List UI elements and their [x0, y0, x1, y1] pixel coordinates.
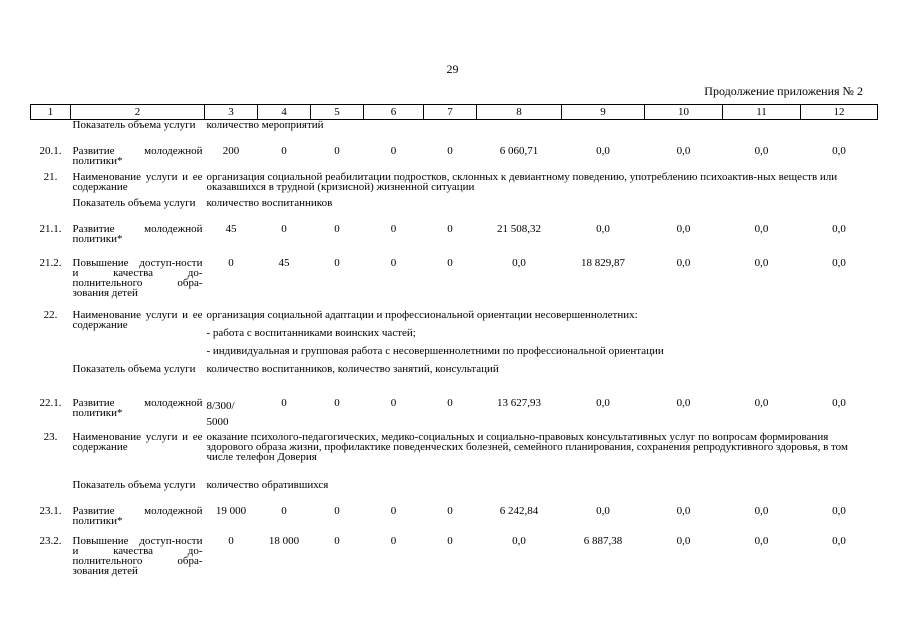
value-cell: 6 242,84	[499, 504, 539, 517]
service-description	[205, 432, 878, 480]
value-cell: 0	[334, 534, 340, 547]
row-name: Наименование услуги и ее содержание	[72, 308, 203, 331]
value-cell: 0	[390, 256, 397, 269]
appendix-continuation-label: Продолжение приложения № 2	[704, 84, 863, 98]
value-cell: 0	[334, 144, 340, 157]
value-cell: 0,0	[832, 534, 846, 547]
value-cell: 0,0	[596, 504, 610, 517]
service-description	[205, 364, 878, 398]
row-number: 22.1.	[39, 396, 62, 409]
column-header: 10	[645, 105, 723, 120]
service-description	[205, 480, 878, 506]
row-name: Показатель объема услуги	[72, 362, 196, 375]
value-cell: 0,0	[596, 144, 610, 157]
column-header: 1	[31, 105, 71, 120]
row-number: 23.1.	[39, 504, 62, 517]
value-cell: 0	[334, 222, 340, 235]
value-cell: 0,0	[754, 396, 769, 409]
value-cell: 0	[390, 504, 397, 517]
column-header: 9	[562, 105, 645, 120]
value-cell: 18 829,87	[581, 256, 625, 269]
service-description	[205, 172, 878, 198]
value-cell: 0,0	[832, 222, 846, 235]
value-cell: 45	[225, 222, 237, 235]
value-cell: 0,0	[832, 504, 846, 517]
table-row	[31, 258, 878, 310]
value-cell: 0	[334, 256, 340, 269]
value-cell: 0,0	[676, 504, 691, 517]
value-cell: 0,0	[832, 144, 846, 157]
value-cell: 0,0	[754, 222, 769, 235]
row-name: Показатель объема услуги	[72, 196, 196, 209]
value-cell: 0	[390, 534, 397, 547]
value-cell: 0	[281, 396, 287, 409]
value-cell: 0,0	[832, 396, 846, 409]
row-number: 23.	[43, 430, 58, 443]
value-cell: 0	[447, 534, 453, 547]
value-cell: 0	[390, 396, 397, 409]
value-cell: 0,0	[676, 222, 691, 235]
row-number: 21.	[43, 170, 58, 183]
value-cell: 0	[281, 222, 287, 235]
value-cell: 0,0	[596, 222, 610, 235]
row-number	[31, 120, 71, 146]
value-cell: 0,0	[596, 396, 610, 409]
description-line: количество воспитанников, количество занятий, консультаций	[206, 362, 499, 375]
table-row	[31, 224, 878, 258]
column-header: 4	[258, 105, 311, 120]
value-cell: 6 887,38	[583, 534, 623, 547]
value-cell: 0	[334, 396, 340, 409]
value-cell: 0,0	[754, 256, 769, 269]
row-name: Наименование услуги и ее содержание	[72, 170, 203, 193]
description-line: - индивидуальная и групповая работа с несовершеннолетними по профессиональной ориентации	[206, 344, 664, 357]
value-cell: 0	[334, 504, 340, 517]
value-cell: 0	[447, 256, 453, 269]
value-cell: 0,0	[832, 256, 846, 269]
description-line: количество обратившихся	[206, 478, 329, 491]
row-name: Развитие молодежной политики*	[72, 222, 203, 245]
row-name: Показатель объема услуги	[72, 119, 196, 131]
value-cell: 19 000	[215, 504, 247, 517]
page-number: 29	[446, 62, 459, 76]
column-header: 3	[205, 105, 258, 120]
value-cell: 0,0	[512, 534, 526, 547]
row-number: 21.2.	[39, 256, 62, 269]
value-cell: 0,0	[676, 144, 691, 157]
row-name: Показатель объема услуги	[72, 478, 196, 491]
table-description-row	[31, 480, 878, 506]
value-cell: 0	[281, 144, 287, 157]
value-cell: 0	[228, 534, 234, 547]
value-cell: 45	[278, 256, 290, 269]
description-line: организация социальной реабилитации подростков, склонных к девиантному поведению, употреблению психоактив-ных веществ или оказавшихся в трудной (кризисной) жизненной ситуации	[206, 170, 838, 193]
row-name: Повышение доступ-ности и качества до-полнительного обра-зования детей	[72, 256, 203, 299]
value-cell: 0,0	[676, 256, 691, 269]
value-cell: 0,0	[676, 396, 691, 409]
value-cell: 0,0	[676, 534, 691, 547]
table-row	[31, 506, 878, 536]
row-number: 20.1.	[39, 144, 62, 157]
row-name: Повышение доступ-ности и качества до-полнительного обра-зования детей	[72, 534, 203, 577]
value-cell: 0	[281, 504, 287, 517]
table-description-row	[31, 364, 878, 398]
value-cell: 0,0	[754, 504, 769, 517]
row-number: 21.1.	[39, 222, 62, 235]
row-number	[31, 364, 71, 398]
value-cell: 8/300/ 5000	[206, 399, 235, 428]
value-cell: 0	[447, 144, 453, 157]
value-cell: 0	[447, 504, 453, 517]
table-description-row	[31, 120, 878, 146]
value-cell: 0	[390, 144, 397, 157]
description-line: оказание психолого-педагогических, медико-социальных и социально-правовых консультативных услуг по вопросам формирования здорового образа жизни, профилактике поведенческих болезней, семейного планирования, сохранения репродуктивного здоровья, в том числе телефон Доверия	[206, 430, 848, 463]
table-description-row	[31, 172, 878, 198]
value-cell: 6 060,71	[499, 144, 539, 157]
column-number-header-row	[31, 105, 878, 120]
column-header: 7	[424, 105, 477, 120]
table-description-row	[31, 432, 878, 480]
value-cell: 13 627,93	[497, 396, 541, 409]
row-name: Развитие молодежной политики*	[72, 396, 203, 419]
row-name: Развитие молодежной политики*	[72, 504, 203, 527]
table-row	[31, 146, 878, 172]
value-cell: 0,0	[512, 256, 526, 269]
column-header: 6	[364, 105, 424, 120]
value-cell: 0,0	[754, 534, 769, 547]
value-cell: 0	[390, 222, 397, 235]
row-number: 23.2.	[39, 534, 62, 547]
table-row	[31, 536, 878, 580]
column-header: 11	[723, 105, 801, 120]
description-line: количество воспитанников	[206, 196, 333, 209]
table-description-row	[31, 310, 878, 364]
row-number: 22.	[43, 308, 58, 321]
value-cell: 18 000	[268, 534, 300, 547]
service-description	[205, 198, 878, 224]
column-header: 2	[71, 105, 205, 120]
column-header: 12	[801, 105, 878, 120]
row-name: Развитие молодежной политики*	[72, 144, 203, 167]
row-name: Наименование услуги и ее содержание	[72, 430, 203, 453]
description-line: организация социальной адаптации и профессиональной ориентации несовершеннолетних:	[206, 308, 638, 321]
value-cell: 0	[447, 396, 453, 409]
value-cell: 0,0	[754, 144, 769, 157]
column-header: 5	[311, 105, 364, 120]
service-description	[205, 310, 878, 364]
row-number	[31, 198, 71, 224]
value-cell: 0	[228, 256, 234, 269]
description-line: количество мероприятий	[206, 119, 324, 131]
table-description-row	[31, 198, 878, 224]
row-number	[31, 480, 71, 506]
service-description	[205, 120, 878, 146]
column-header: 8	[477, 105, 562, 120]
value-cell: 200	[222, 144, 240, 157]
table-row	[31, 398, 878, 432]
description-line: - работа с воспитанниками воинских частей;	[206, 326, 416, 339]
value-cell: 21 508,32	[497, 222, 541, 235]
value-cell: 0	[447, 222, 453, 235]
appendix-table	[30, 104, 878, 580]
